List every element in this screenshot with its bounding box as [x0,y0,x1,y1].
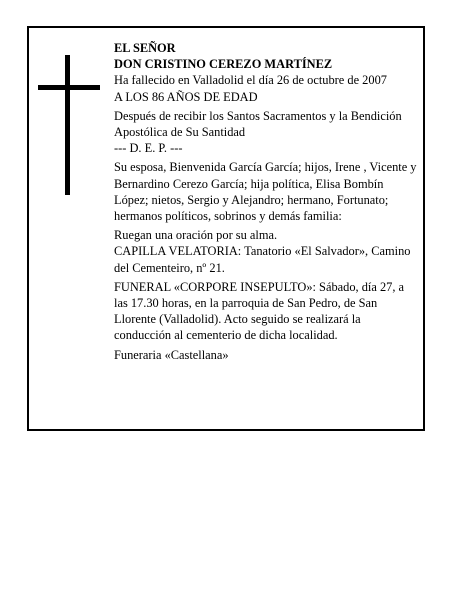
cross-horizontal-bar [38,85,100,90]
deceased-name: DON CRISTINO CEREZO MARTÍNEZ [114,57,333,72]
funeral-home: Funeraria «Castellana» [114,347,229,362]
prayer-request: Ruegan una oración por su alma. [114,228,278,243]
cross-vertical-bar [65,55,70,195]
rip-line: --- D. E. P. --- [114,141,183,156]
obituary-text [114,40,420,363]
death-announcement: Ha fallecido en Valladolid el día 26 de octubre de 2007 [114,73,387,88]
age-line: A LOS 86 AÑOS DE EDAD [114,89,258,104]
family-list: Su esposa, Bienvenida García García; hijos, Irene , Vicente y Bernardino Cerezo García; hija política, Elisa Bombín López; nietos, Sergio y Alejandro; hermano, Fortunato; hermanos políticos, sobrinos y demás familia: [114,160,417,224]
chapel-info: CAPILLA VELATORIA: Tanatorio «El Salvador», Camino del Cementeiro, nº 21. [114,244,411,275]
funeral-info: FUNERAL «CORPORE INSEPULTO»: Sábado, día 27, a las 17.30 horas, en la parroquia de San Pedro, de San Llorente (Valladolid). Acto seguido se realizará la conducción al cementerio de dicha localidad. [114,279,405,343]
cross-icon [38,55,100,195]
honorific-title: EL SEÑOR [114,41,176,55]
sacraments-line: Después de recibir los Santos Sacramentos y la Bendición Apostólica de Su Santidad [114,108,402,140]
